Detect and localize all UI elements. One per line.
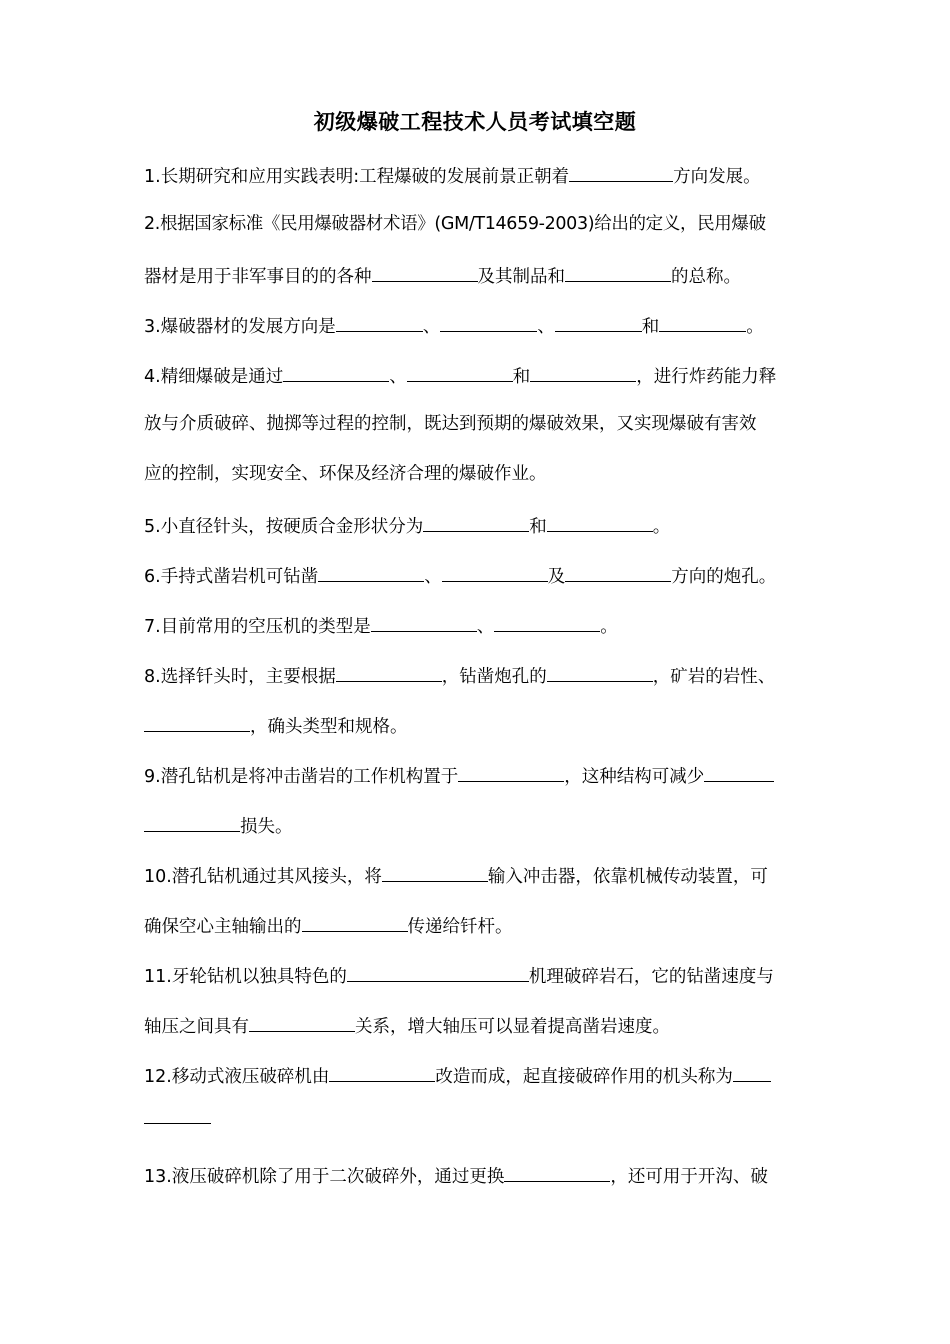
answer-blank	[144, 712, 250, 732]
answer-blank	[318, 562, 424, 582]
answer-blank	[144, 1104, 211, 1124]
answer-blank	[733, 1062, 771, 1082]
question-text: ，确头类型和规格。	[250, 717, 408, 737]
question-text: 放与介质破碎、抛掷等过程的控制，既达到预期的爆破效果，又实现爆破有害效	[144, 414, 757, 434]
question-text: 关系，增大轴压可以显着提高凿岩速度。	[355, 1017, 670, 1037]
question-text: 6.手持式凿岩机可钻凿	[144, 567, 319, 587]
question-5	[144, 512, 810, 539]
question-text: 损失。	[240, 817, 293, 837]
answer-blank	[442, 562, 548, 582]
answer-blank	[336, 312, 423, 332]
question-6	[144, 562, 810, 589]
answer-blank	[565, 562, 671, 582]
question-8	[144, 662, 810, 689]
question-text: ，钻凿炮孔的	[441, 667, 547, 687]
question-2-cont	[144, 262, 810, 289]
answer-blank	[329, 1062, 435, 1082]
answer-blank	[547, 512, 653, 532]
answer-blank	[336, 662, 442, 682]
answer-blank	[547, 662, 653, 682]
question-text: 轴压之间具有	[144, 1017, 249, 1037]
question-8-cont	[144, 712, 810, 739]
answer-blank	[249, 1012, 355, 1032]
answer-blank	[347, 962, 529, 982]
question-text: 、	[424, 567, 442, 587]
question-text: 改造而成，起直接破碎作用的机头称为	[435, 1067, 733, 1087]
answer-blank	[423, 512, 529, 532]
answer-blank	[372, 262, 478, 282]
question-4	[144, 362, 810, 389]
question-text: 、	[476, 617, 495, 637]
question-text: 2.根据国家标准《民用爆破器材术语》(GM/T14659-2003)给出的定义，民用爆破	[144, 214, 766, 234]
question-12	[144, 1062, 810, 1089]
question-text: 9.潜孔钻机是将冲击凿岩的工作机构置于	[144, 767, 459, 787]
question-text: 器材是用于非军事目的的各种	[144, 267, 372, 287]
question-12-cont	[144, 1104, 810, 1131]
question-text: ，进行炸药能力释	[636, 367, 777, 387]
question-text: 、	[422, 317, 441, 337]
question-text: 、	[389, 367, 407, 387]
question-text: 及其制品和	[477, 267, 565, 287]
answer-blank	[283, 362, 389, 382]
answer-blank	[494, 612, 600, 632]
answer-blank	[504, 1162, 610, 1182]
answer-blank	[371, 612, 477, 632]
question-text: 及	[547, 567, 566, 587]
question-text: 。	[746, 317, 764, 337]
question-text: 应的控制，实现安全、环保及经济合理的爆破作业。	[144, 464, 547, 484]
question-7	[144, 612, 810, 639]
answer-blank	[407, 362, 513, 382]
question-text: ，这种结构可减少	[564, 767, 705, 787]
question-text: 和	[641, 317, 660, 337]
question-text: 1.长期研究和应用实践表明:工程爆破的发展前景正朝着	[144, 167, 570, 187]
answer-blank	[144, 812, 240, 832]
answer-blank	[659, 312, 746, 332]
question-text: ，矿岩的岩性、	[652, 667, 776, 687]
question-text: 12.移动式液压破碎机由	[144, 1067, 330, 1087]
question-9-cont	[144, 812, 810, 839]
question-9	[144, 762, 810, 789]
question-text: 10.潜孔钻机通过其风接头，将	[144, 867, 382, 887]
question-10	[144, 862, 810, 889]
question-text: 传递给钎杆。	[407, 917, 513, 937]
answer-blank	[565, 262, 671, 282]
question-text: 机理破碎岩石，它的钻凿速度与	[528, 967, 774, 987]
answer-blank	[555, 312, 642, 332]
question-text: 8.选择钎头时，主要根据	[144, 667, 336, 687]
answer-blank	[382, 862, 488, 882]
question-text: 13.液压破碎机除了用于二次破碎外，通过更换	[144, 1167, 505, 1187]
question-text: 、	[537, 317, 555, 337]
question-4-cont	[144, 412, 810, 436]
page-title: 初级爆破工程技术人员考试填空题	[313, 110, 637, 134]
answer-blank	[569, 162, 673, 182]
question-text: 11.牙轮钻机以独具特色的	[144, 967, 347, 987]
question-text: 。	[652, 517, 671, 537]
question-text: 和	[529, 517, 547, 537]
question-text: 方向发展。	[673, 167, 761, 187]
question-text: 4.精细爆破是通过	[144, 367, 284, 387]
question-text: 方向的炮孔。	[671, 567, 777, 587]
question-text: 3.爆破器材的发展方向是	[144, 317, 336, 337]
question-10-cont	[144, 912, 810, 939]
question-text: 的总称。	[671, 267, 741, 287]
question-text: 5.小直径针头，按硬质合金形状分为	[144, 517, 424, 537]
question-text: 。	[600, 617, 618, 637]
answer-blank	[704, 762, 774, 782]
question-3	[144, 312, 810, 339]
answer-blank	[440, 312, 537, 332]
question-text: ，还可用于开沟、破	[610, 1167, 768, 1187]
question-11	[144, 962, 810, 989]
question-13	[144, 1162, 810, 1189]
question-11-cont	[144, 1012, 810, 1039]
answer-blank	[458, 762, 564, 782]
question-text: 输入冲击器，依靠机械传动装置，可	[487, 867, 768, 887]
answer-blank	[302, 912, 408, 932]
question-text: 和	[512, 367, 531, 387]
answer-blank	[530, 362, 636, 382]
question-text: 确保空心主轴输出的	[144, 917, 302, 937]
question-2	[144, 212, 810, 236]
question-4-cont	[144, 462, 810, 486]
question-1	[144, 162, 810, 189]
question-text: 7.目前常用的空压机的类型是	[144, 617, 371, 637]
